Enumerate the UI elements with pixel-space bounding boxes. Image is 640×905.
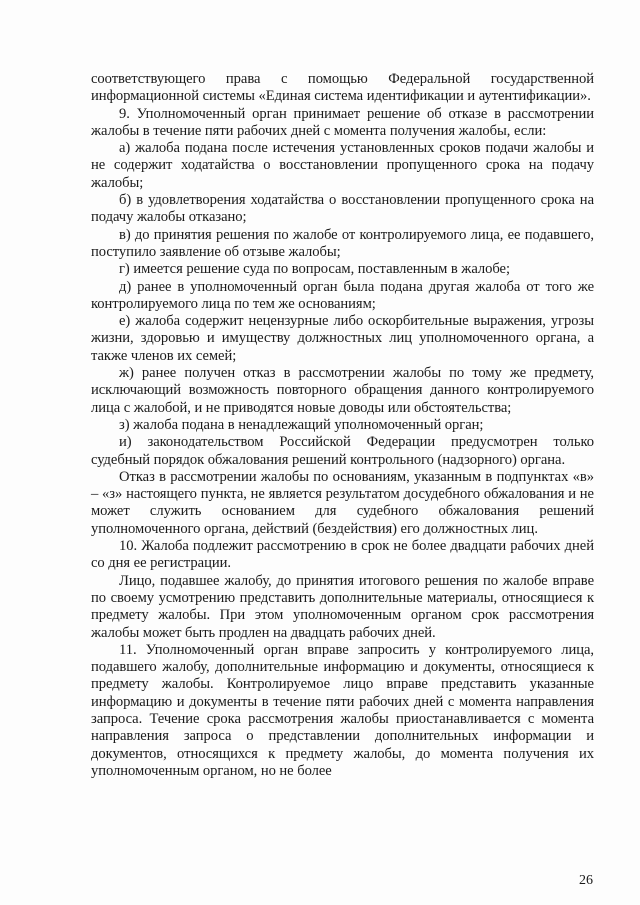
- paragraph-continuation: соответствующего права с помощью Федеральной государственной информационной системы «Единая система идентификации и аутентификации».: [91, 71, 594, 105]
- paragraph-subitem-b: б) в удовлетворения ходатайства о восстановлении пропущенного срока на подачу жалобы отказано;: [91, 192, 594, 226]
- paragraph-subitem-zh: ж) ранее получен отказ в рассмотрении жалобы по тому же предмету, исключающий возможность повторного обращения данного контролируемого лица с жалобой, и не приводятся новые доводы или обстоятельства;: [91, 365, 594, 416]
- page-number: 26: [579, 873, 593, 888]
- paragraph-subitem-d: д) ранее в уполномоченный орган была подана другая жалоба от того же контролируемого лица по тем же основаниям;: [91, 278, 594, 312]
- paragraph-refusal-note: Отказ в рассмотрении жалобы по основаниям, указанным в подпунктах «в» – «з» настоящего пункта, не является результатом досудебного обжалования и не может служить основанием для судебного обжалования решений уполномоченного органа, действий (бездействия) его должностных лиц.: [91, 468, 594, 537]
- paragraph-subitem-i: и) законодательством Российской Федерации предусмотрен только судебный порядок обжалования решений контрольного (надзорного) органа.: [91, 434, 594, 468]
- paragraph-subitem-g: г) имеется решение суда по вопросам, поставленным в жалобе;: [119, 261, 510, 278]
- paragraph-subitem-e: е) жалоба содержит нецензурные либо оскорбительные выражения, угрозы жизни, здоровью и имуществу должностных лиц уполномоченного органа, а также членов их семей;: [91, 313, 594, 364]
- paragraph-item-11: 11. Уполномоченный орган вправе запросить у контролируемого лица, подавшего жалобу, дополнительные информацию и документы, относящиеся к предмету жалобы. Контролируемое лицо вправе представить указанные информацию и документы в течение пяти рабочих дней с момента направления запроса. Течение срока рассмотрения жалобы приостанавливается с момента направления запроса о представлении дополнительных информации и документов, относящихся к предмету жалобы, до момента получения их уполномоченным органом, но не более: [91, 641, 594, 779]
- paragraph-subitem-v: в) до принятия решения по жалобе от контролируемого лица, ее подавшего, поступило заявление об отзыве жалобы;: [91, 226, 594, 260]
- paragraph-additional-materials: Лицо, подавшее жалобу, до принятия итогового решения по жалобе вправе по своему усмотрению представить дополнительные материалы, относящиеся к предмету жалобы. При этом уполномоченным органом срок рассмотрения жалобы может быть продлен на двадцать рабочих дней.: [91, 572, 594, 641]
- paragraph-subitem-a: а) жалоба подана после истечения установленных сроков подачи жалобы и не содержит ходатайства о восстановлении пропущенного срока на подачу жалобы;: [91, 140, 594, 191]
- paragraph-item-10: 10. Жалоба подлежит рассмотрению в срок не более двадцати рабочих дней со дня ее регистрации.: [91, 538, 594, 572]
- paragraph-subitem-z: з) жалоба подана в ненадлежащий уполномоченный орган;: [119, 416, 484, 433]
- document-body: [91, 71, 594, 780]
- paragraph-item-9: 9. Уполномоченный орган принимает решение об отказе в рассмотрении жалобы в течение пяти рабочих дней с момента получения жалобы, если:: [91, 105, 594, 139]
